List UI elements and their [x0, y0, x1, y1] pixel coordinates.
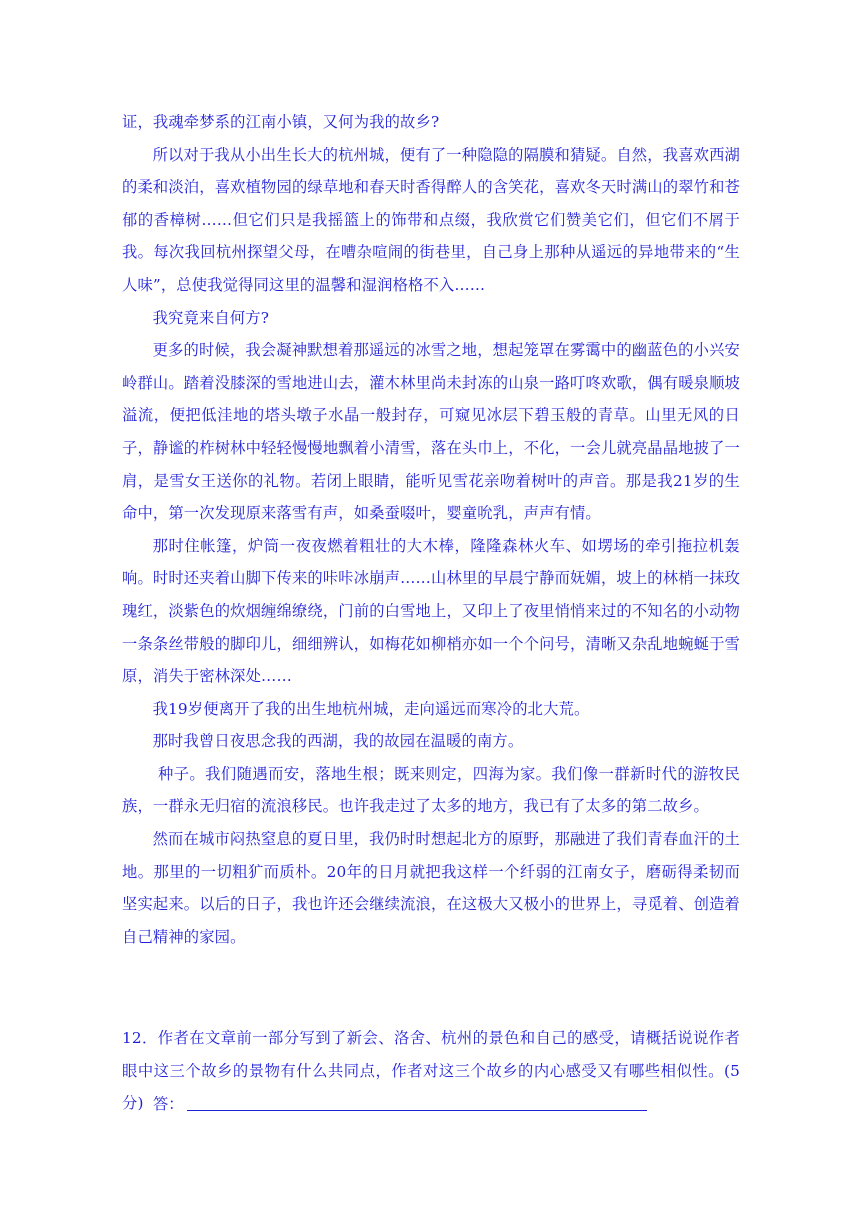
passage-paragraph-4: 更多的时候，我会凝神默想着那遥远的冰雪之地，想起笼罩在雾霭中的幽蓝色的小兴安岭群山。踏着没膝深的雪地进山去，灌木林里尚未封冻的山泉一路叮咚欢歌，偶有暖泉顺坡溢流，便把低洼地的塔头墩子水晶一般封存，可窥见冰层下碧玉般的青草。山里无风的日子，静谧的柞树林中轻轻慢慢地飘着小清雪，落在头巾上，不化，一会儿就亮晶晶地披了一肩，是雪女王送你的礼物。若闭上眼睛，能听见雪花亲吻着树叶的声音。那是我21岁的生命中，第一次发现原来落雪有声，如桑蚕啜叶，婴童吮乳，声声有情。: [122, 341, 740, 523]
passage-body: [122, 106, 740, 953]
answer-label: 答：: [153, 1095, 184, 1113]
answer-area: [153, 1088, 653, 1120]
passage-paragraph-5: 那时住帐篷，炉筒一夜夜燃着粗壮的大木棒，隆隆森林火车、如塄场的牵引拖拉机轰响。时时还夹着山脚下传来的咔咔冰崩声……山林里的早晨宁静而妩媚，坡上的林梢一抹玫瑰红，淡紫色的炊烟缠绵缭绕，门前的白雪地上，又印上了夜里悄悄来过的不知名的小动物一条条丝带般的脚印儿，细细辨认，如梅花如柳梢亦如一个个问号，清晰又杂乱地蜿蜒于雪原，消失于密林深处……: [122, 536, 740, 686]
question-12: 12．作者在文章前一部分写到了新会、洛舍、杭州的景色和自己的感受，请概括说说作者眼中这三个故乡的景物有什么共同点，作者对这三个故乡的内心感受又有哪些相似性。(5分): [122, 1029, 740, 1113]
passage-paragraph-6: 我19岁便离开了我的出生地杭州城，走向遥远而寒冷的北大荒。: [152, 699, 590, 718]
passage-paragraph-3: 我究竟来自何方?: [152, 308, 270, 327]
answer-blank-line[interactable]: [187, 1110, 647, 1111]
passage-paragraph-7: 那时我曾日夜思念我的西湖，我的故园在温暖的南方。: [152, 732, 524, 751]
passage-paragraph-8: 种子。我们随遇而安，落地生根；既来则定，四海为家。我们像一群新时代的游牧民族，一群永无归宿的流浪移民。也许我走过了太多的地方，我已有了太多的第二故乡。: [122, 764, 740, 816]
passage-paragraph-9: 然而在城市闷热窒息的夏日里，我仍时时想起北方的原野，那融进了我们青春血汗的土地。那里的一切粗犷而质朴。20年的日月就把我这样一个纤弱的江南女子，磨砺得柔韧而坚实起来。以后的日子，我也许还会继续流浪，在这极大又极小的世界上，寻觅着、创造着自己精神的家园。: [122, 830, 740, 946]
passage-paragraph-1: 证，我魂牵梦系的江南小镇，又何为我的故乡?: [122, 113, 440, 131]
passage-paragraph-2: 所以对于我从小出生长大的杭州城，便有了一种隐隐的隔膜和猜疑。自然，我喜欢西湖的柔和淡泊，喜欢植物园的绿草地和春天时香得醉人的含笑花，喜欢冬天时满山的翠竹和苍郁的香樟树……但它们只是我摇篮上的饰带和点缀，我欣赏它们赞美它们，但它们不屑于我。每次我回杭州探望父母，在嘈杂喧闹的街巷里，自己身上那种从遥远的异地带来的“生人味”，总使我觉得同这里的温馨和湿润格格不入……: [122, 145, 740, 294]
